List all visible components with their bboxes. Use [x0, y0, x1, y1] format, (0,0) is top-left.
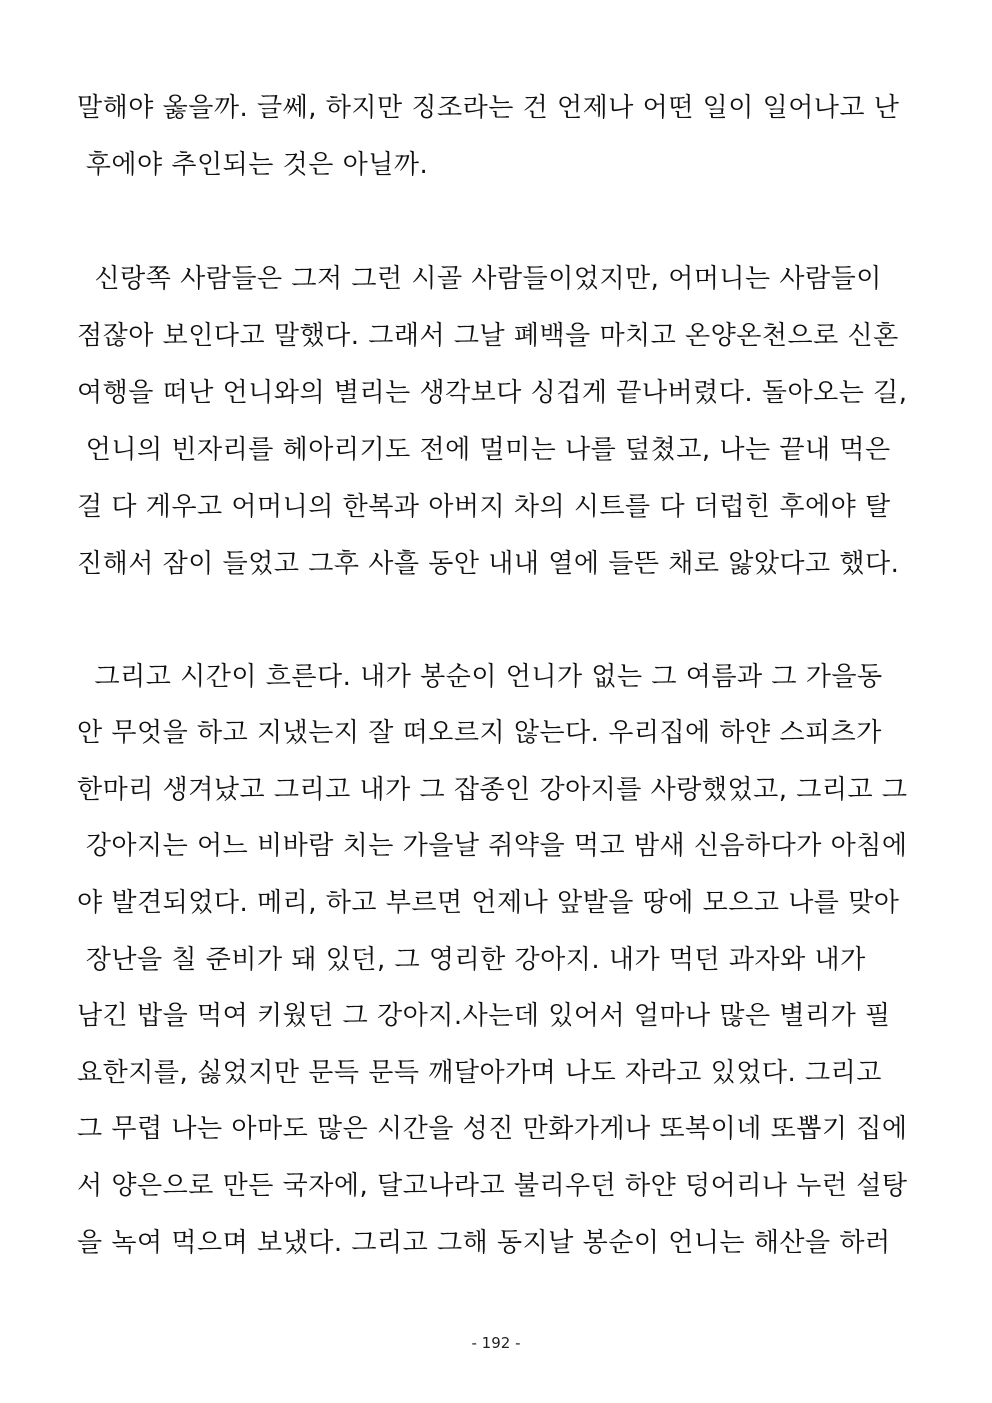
text-line: 걸 다 게우고 어머니의 한복과 아버지 차의 시트를 다 더럽힌 후에야 탈 [77, 492, 891, 522]
text-line: 을 녹여 먹으며 보냈다. 그리고 그해 동지날 봉순이 언니는 해산을 하러 [77, 1228, 891, 1258]
text-line: 한마리 생겨났고 그리고 내가 그 잡종인 강아지를 사랑했었고, 그리고 그 [77, 775, 908, 805]
text-line: 안 무엇을 하고 지냈는지 잘 떠오르지 않는다. 우리집에 하얀 스피츠가 [77, 718, 882, 748]
text-line: 남긴 밥을 먹여 키웠던 그 강아지.사는데 있어서 얼마나 많은 별리가 필 [77, 1001, 891, 1031]
text-line: 서 양은으로 만든 국자에, 달고나라고 불리우던 하얀 덩어리나 누런 설탕 [77, 1171, 908, 1201]
text-line: 그 무렵 나는 아마도 많은 시간을 성진 만화가게나 또복이네 또뽑기 집에 [77, 1114, 908, 1144]
text-line: 신랑쪽 사람들은 그저 그런 시골 사람들이었지만, 어머니는 사람들이 [77, 264, 882, 294]
text-line: 진해서 잠이 들었고 그후 사흘 동안 내내 열에 들뜬 채로 앓았다고 했다. [77, 549, 900, 579]
text-line: 강아지는 어느 비바람 치는 가을날 쥐약을 먹고 밤새 신음하다가 아침에 [77, 831, 908, 861]
text-line: 야 발견되었다. 메리, 하고 부르면 언제나 앞발을 땅에 모으고 나를 맞아 [77, 888, 900, 918]
text-line: 말해야 옳을까. 글쎄, 하지만 징조라는 건 언제나 어떤 일이 일어나고 난 [77, 93, 900, 123]
text-line: 점잖아 보인다고 말했다. 그래서 그날 폐백을 마치고 온양온천으로 신혼 [77, 321, 899, 351]
text-line: 그리고 시간이 흐른다. 내가 봉순이 언니가 없는 그 여름과 그 가을동 [77, 662, 883, 692]
text-line: 후에야 추인되는 것은 아닐까. [77, 150, 429, 180]
page-number: - 192 - [471, 1334, 521, 1352]
text-line: 장난을 칠 준비가 돼 있던, 그 영리한 강아지. 내가 먹던 과자와 내가 [77, 945, 866, 975]
text-line: 여행을 떠난 언니와의 별리는 생각보다 싱겁게 끝나버렸다. 돌아오는 길, [77, 378, 908, 408]
text-line: 요한지를, 싫었지만 문득 문득 깨달아가며 나도 자라고 있었다. 그리고 [77, 1058, 882, 1088]
text-line: 언니의 빈자리를 헤아리기도 전에 멀미는 나를 덮쳤고, 나는 끝내 먹은 [77, 435, 891, 465]
